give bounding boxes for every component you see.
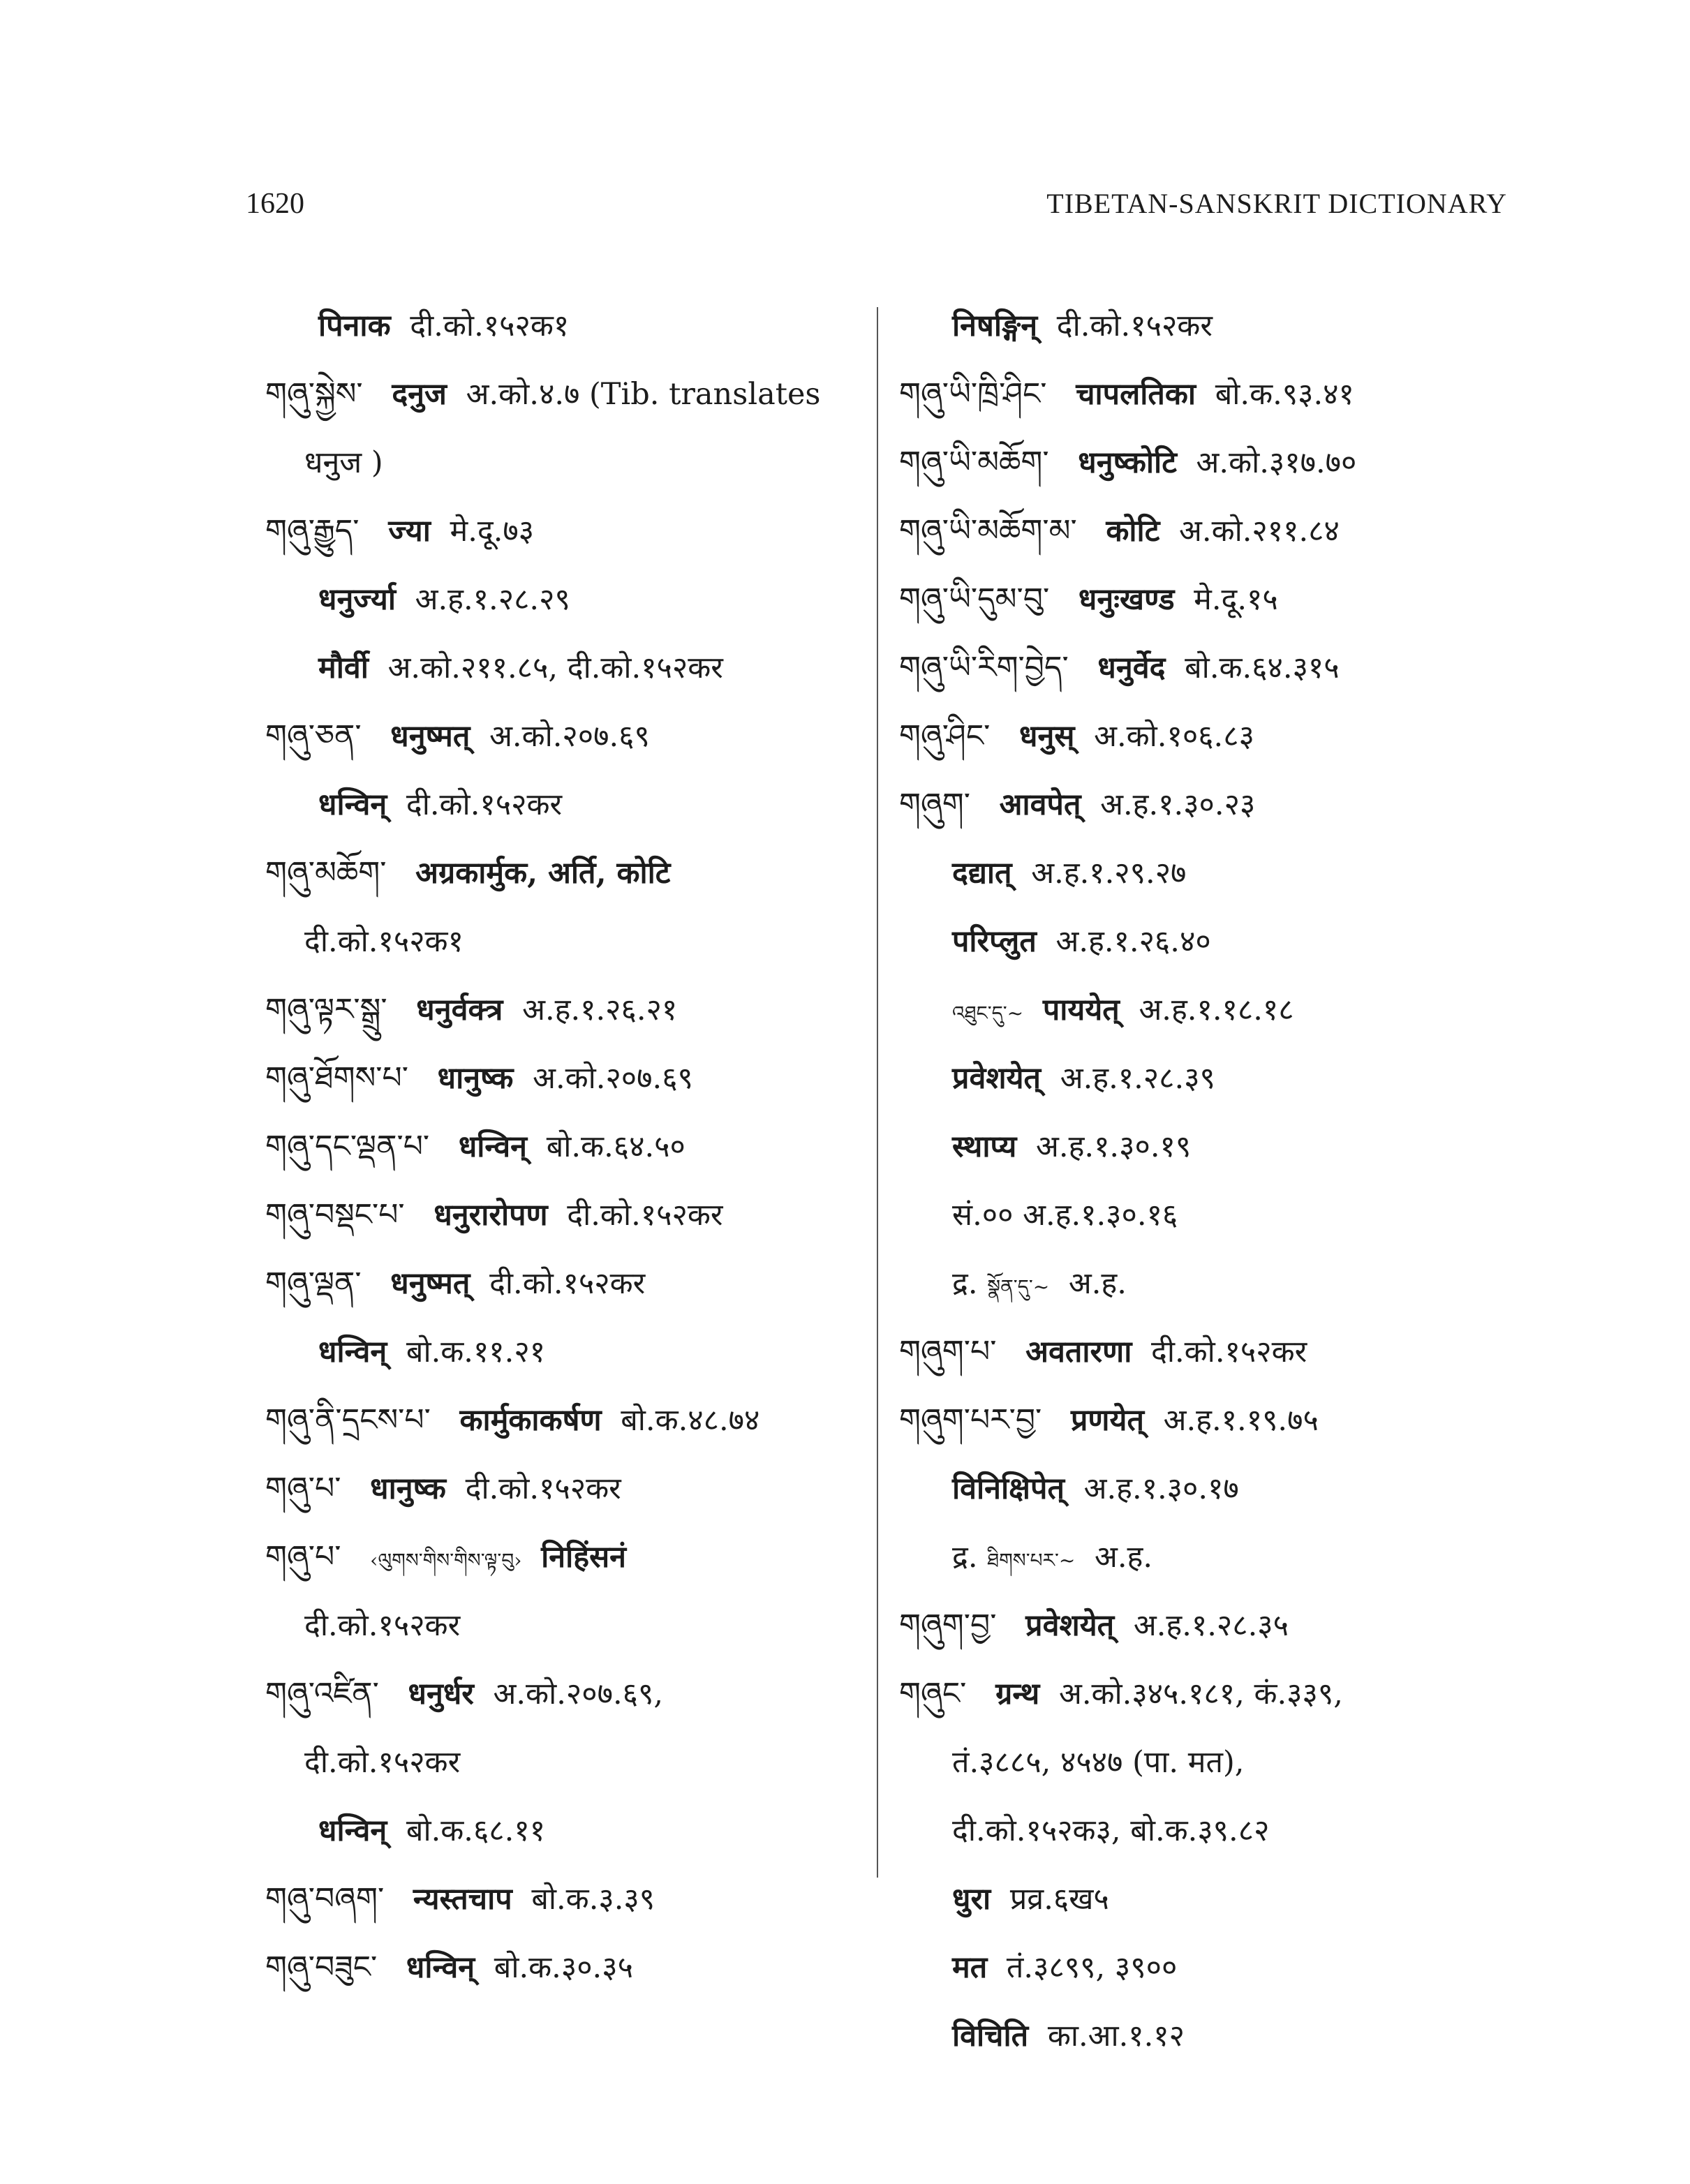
dictionary-entry-line <box>899 839 1513 907</box>
tibetan-headword: གཞུ་པ་ <box>265 1471 341 1506</box>
tibetan-headword: གཞུ་མཆོག་ <box>265 855 387 891</box>
source-reference: दी.को.१५२कर <box>567 1198 723 1233</box>
tibetan-headword: གཞུ་ཡི་མཆོག་མ་ <box>899 513 1077 549</box>
dictionary-entry-line <box>265 1865 866 1933</box>
column-divider <box>877 307 878 1878</box>
source-reference: अ.को.१०६.८३ <box>1094 719 1254 754</box>
source-reference: बो.क.९३.४१ <box>1215 377 1354 412</box>
dictionary-entry-line <box>265 1660 866 1728</box>
sanskrit-equivalent: धनुर्वेद <box>1097 651 1166 685</box>
dictionary-entry-line <box>265 771 866 839</box>
sanskrit-equivalent: धन्विन् <box>318 1335 387 1369</box>
dictionary-entry-line <box>899 702 1513 771</box>
source-reference: अ.ह. <box>1068 1266 1127 1301</box>
source-reference: अ.को.२०७.६९ <box>489 719 650 754</box>
dictionary-entry-line <box>899 1181 1513 1249</box>
sanskrit-equivalent: स्थाप्य <box>952 1129 1017 1164</box>
page-number: 1620 <box>246 188 304 220</box>
sanskrit-equivalent: धनुर्धर <box>408 1677 474 1711</box>
sanskrit-equivalent: विनिक्षिपेत् <box>952 1471 1065 1506</box>
sanskrit-equivalent: चापलतिका <box>1076 377 1196 412</box>
tibetan-gloss: འཐུང་དུ་~ <box>952 1002 1024 1025</box>
sanskrit-equivalent: ज्या <box>388 514 431 549</box>
dictionary-entry-line <box>265 429 866 497</box>
dictionary-entry-line <box>899 1318 1513 1386</box>
sanskrit-equivalent: प्रवेशयेत् <box>952 1061 1042 1096</box>
tibetan-headword: གཞུ་ཡི་རིག་བྱེད་ <box>899 650 1069 685</box>
sanskrit-equivalent: आवपेत् <box>999 787 1081 822</box>
tibetan-headword: གཞུ་ཤིང་ <box>899 718 991 754</box>
sanskrit-equivalent: अवतारणा <box>1025 1335 1132 1369</box>
source-reference: दी.को.१५२क३, बो.क.३९.८२ <box>952 1813 1270 1848</box>
dictionary-entry-line <box>265 839 866 907</box>
right-column <box>899 292 1513 2070</box>
dictionary-entry-line <box>265 702 866 771</box>
source-reference: अ.को.२०७.६९, <box>493 1677 664 1711</box>
dictionary-entry-line <box>899 429 1513 497</box>
sanskrit-equivalent: अग्रकार्मुक, अर्ति, कोटि <box>415 856 671 891</box>
source-reference: मे.दू.१५ <box>1194 582 1278 617</box>
source-reference: प्रव्र.६ख५ <box>1009 1882 1109 1917</box>
dictionary-entry-line <box>899 1386 1513 1455</box>
tibetan-gloss: ‹ལུགས་གིས་གིས་ལྟ་བུ› <box>370 1549 522 1572</box>
sanskrit-equivalent: धनुष्मत् <box>390 1266 470 1301</box>
dictionary-entry-line <box>265 1728 866 1797</box>
dictionary-entry-line <box>265 497 866 565</box>
source-reference: तं.३८९९, ३९०० <box>1006 1950 1178 1985</box>
dictionary-entry-line <box>899 634 1513 702</box>
dictionary-entry-line <box>265 1113 866 1181</box>
dictionary-entry-line <box>899 1523 1513 1591</box>
dictionary-entry-line <box>899 1249 1513 1318</box>
sanskrit-equivalent: मत <box>952 1950 988 1985</box>
source-reference: अ.को.२११.८४ <box>1179 514 1340 549</box>
dictionary-entry-line <box>265 1044 866 1113</box>
source-reference: अ.ह.१.२६.२१ <box>522 993 678 1027</box>
dictionary-entry-line <box>265 1318 866 1386</box>
sanskrit-equivalent: धनुष्मत् <box>390 719 470 754</box>
source-reference: अ.को.३४५.१८१, कं.३३९, <box>1058 1677 1343 1711</box>
source-reference: दी.को.१५२कर <box>304 1608 461 1643</box>
dictionary-entry-line <box>899 907 1513 976</box>
source-reference: दी.को.१५२क१ <box>410 309 570 343</box>
tibetan-headword: གཞུ་ཡི་དུམ་བུ་ <box>899 581 1050 617</box>
sanskrit-equivalent: विचिति <box>952 2019 1029 2053</box>
sanskrit-equivalent: परिप्लुत <box>952 924 1037 959</box>
source-reference: बो.क.६४.३१५ <box>1185 651 1340 685</box>
dictionary-entry-line <box>899 1728 1513 1797</box>
tibetan-headword: གཞུག་པར་བྱ་ <box>899 1402 1042 1438</box>
sanskrit-equivalent: प्रणयेत् <box>1070 1403 1144 1438</box>
dictionary-entry-line <box>265 1933 866 2002</box>
dictionary-entry-line <box>265 360 866 429</box>
sanskrit-equivalent: निषङ्गिन् <box>952 309 1038 343</box>
dictionary-entry-line <box>899 1797 1513 1865</box>
tibetan-headword: གཞུ་སྐྱེས་ <box>265 376 363 412</box>
tibetan-headword: གཞུ་ནི་དྲངས་པ་ <box>265 1402 431 1438</box>
sanskrit-equivalent: धनुस् <box>1019 719 1075 754</box>
dictionary-entry-line <box>265 1386 866 1455</box>
sanskrit-equivalent: कार्मुकाकर्षण <box>459 1403 602 1438</box>
dictionary-entry-line <box>899 1591 1513 1660</box>
dictionary-entry-line <box>265 1181 866 1249</box>
sanskrit-equivalent: धनुष्कोटि <box>1078 445 1177 480</box>
tibetan-headword: གཞུ་ཡི་ཁྲི་ཤིང་ <box>899 376 1047 412</box>
dictionary-entry-line <box>899 360 1513 429</box>
dictionary-entry-line <box>899 1113 1513 1181</box>
tibetan-gloss: ཐིགས་པར་~ <box>987 1549 1076 1572</box>
running-title: TIBETAN-SANSKRIT DICTIONARY <box>1046 188 1507 219</box>
tibetan-headword: གཞུ་ཐོགས་པ་ <box>265 1060 408 1096</box>
sanskrit-equivalent: धनुःखण्ड <box>1078 582 1175 617</box>
dictionary-entry-line <box>265 1591 866 1660</box>
sanskrit-equivalent: दनुज <box>392 377 447 412</box>
source-reference: बो.क.६८.११ <box>406 1813 546 1848</box>
dictionary-entry-line <box>265 1797 866 1865</box>
source-reference: दी.को.१५२कर <box>406 787 563 822</box>
sanskrit-equivalent: धन्विन् <box>406 1950 475 1985</box>
source-reference: अ.को.३१७.७० <box>1196 445 1357 480</box>
source-reference: अ.ह. <box>1095 1540 1153 1575</box>
source-reference: मे.दू.७३ <box>450 514 535 549</box>
sanskrit-equivalent: पिनाक <box>318 309 391 343</box>
tibetan-headword: གཞུག་བྱ་ <box>899 1607 997 1643</box>
tibetan-headword: གཞུག་པ་ <box>899 1334 997 1369</box>
source-reference: बो.क.४८.७४ <box>621 1403 760 1438</box>
source-reference: का.आ.१.१२ <box>1047 2019 1185 2053</box>
dictionary-entry-line <box>899 2002 1513 2070</box>
sanskrit-equivalent: निहिंसनं <box>541 1540 626 1575</box>
source-reference: धनुज ) <box>304 445 383 480</box>
tibetan-headword: གཞུ་པ་ <box>265 1539 341 1575</box>
dictionary-entry-line <box>265 565 866 634</box>
source-reference: दी.को.१५२कर <box>1151 1335 1307 1369</box>
dictionary-entry-line <box>265 634 866 702</box>
source-reference: सं.०० अ.ह.१.३०.१६ <box>952 1198 1178 1233</box>
source-reference: दी.को.१५२क१ <box>304 924 464 959</box>
source-reference: तं.३८८५, ४५४७ (पा. मत), <box>952 1745 1245 1780</box>
source-reference: बो.क.६४.५० <box>546 1129 685 1164</box>
sanskrit-equivalent: धनुरारोपण <box>433 1198 548 1233</box>
tibetan-headword: གཞུ་རྒྱུད་ <box>265 513 360 549</box>
source-reference: अ.ह.१.२६.४० <box>1055 924 1211 959</box>
sanskrit-equivalent: धानुष्क <box>370 1471 446 1506</box>
source-reference: अ.ह.१.१९.७५ <box>1163 1403 1319 1438</box>
sanskrit-equivalent: ग्रन्थ <box>995 1677 1040 1711</box>
sanskrit-equivalent: पाययेत् <box>1042 993 1120 1027</box>
source-reference: बो.क.११.२१ <box>406 1335 546 1369</box>
dictionary-entry-line <box>265 976 866 1044</box>
dictionary-entry-line <box>265 907 866 976</box>
tibetan-headword: གཞུ་དང་ལྡན་པ་ <box>265 1129 430 1164</box>
source-reference: अ.ह.१.३०.१७ <box>1083 1471 1239 1506</box>
source-reference: दी.को.१५२कर <box>304 1745 461 1780</box>
source-reference: अ.को.४.७ (Tib. translates <box>466 377 821 412</box>
sanskrit-equivalent: धुरा <box>952 1882 991 1917</box>
dictionary-entry-line <box>265 1523 866 1591</box>
sanskrit-equivalent: मौर्वी <box>318 651 369 685</box>
sanskrit-equivalent: धानुष्क <box>437 1061 514 1096</box>
sanskrit-equivalent: दद्यात् <box>952 856 1012 891</box>
tibetan-headword: གཞུག་ <box>899 787 970 822</box>
sanskrit-equivalent: धनुर्ज्या <box>318 582 396 617</box>
source-reference: बो.क.३.३९ <box>531 1882 655 1917</box>
sanskrit-equivalent: धन्विन् <box>318 787 387 822</box>
dictionary-entry-line <box>265 1249 866 1318</box>
left-column <box>265 292 866 2002</box>
sanskrit-equivalent: धन्विन् <box>458 1129 528 1164</box>
dictionary-entry-line <box>899 1660 1513 1728</box>
dictionary-entry-line <box>899 1455 1513 1523</box>
sanskrit-equivalent: प्रवेशयेत् <box>1025 1608 1115 1643</box>
tibetan-headword: གཞུ་བཟུང་ <box>265 1949 378 1985</box>
source-reference: अ.ह.१.२८.२९ <box>415 582 570 617</box>
dictionary-entry-line <box>899 565 1513 634</box>
cross-reference-marker: द्र. <box>952 1540 978 1575</box>
sanskrit-equivalent: धनुर्वक्त्र <box>416 993 503 1027</box>
tibetan-gloss: སྣོན་དུ་~ <box>987 1275 1050 1298</box>
source-reference: दी.को.१५२कर <box>465 1471 621 1506</box>
source-reference: बो.क.३०.३५ <box>494 1950 633 1985</box>
source-reference: अ.को.२०७.६९ <box>533 1061 693 1096</box>
dictionary-entry-line <box>265 292 866 360</box>
dictionary-entry-line <box>899 976 1513 1044</box>
source-reference: अ.ह.१.३०.२३ <box>1100 787 1256 822</box>
source-reference: दी.को.१५२कर <box>1056 309 1213 343</box>
tibetan-headword: གཞུ་འཛིན་ <box>265 1676 379 1711</box>
dictionary-entry-line <box>899 1044 1513 1113</box>
tibetan-headword: གཞུ་ལྟར་སྒྲུ་ <box>265 992 387 1027</box>
dictionary-entry-line <box>899 292 1513 360</box>
source-reference: अ.को.२११.८५, दी.को.१५२कर <box>387 651 723 685</box>
dictionary-entry-line <box>899 497 1513 565</box>
tibetan-headword: གཞུ་བསྡང་པ་ <box>265 1197 405 1233</box>
source-reference: अ.ह.१.३०.१९ <box>1036 1129 1192 1164</box>
source-reference: अ.ह.१.१८.१८ <box>1139 993 1294 1027</box>
sanskrit-equivalent: कोटि <box>1106 514 1160 549</box>
cross-reference-marker: द्र. <box>952 1266 978 1301</box>
sanskrit-equivalent: न्यस्तचाप <box>413 1882 512 1917</box>
dictionary-entry-line <box>899 1865 1513 1933</box>
dictionary-entry-line <box>265 1455 866 1523</box>
dictionary-entry-line <box>899 771 1513 839</box>
tibetan-headword: གཞུ་བཞག་ <box>265 1881 385 1917</box>
dictionary-entry-line <box>899 1933 1513 2002</box>
tibetan-headword: གཞུ་ཅན་ <box>265 718 362 754</box>
tibetan-headword: གཞུ་ཡི་མཆོག་ <box>899 445 1049 480</box>
source-reference: अ.ह.१.२८.३५ <box>1133 1608 1289 1643</box>
source-reference: दी.को.१५२कर <box>489 1266 646 1301</box>
source-reference: अ.ह.१.२८.३९ <box>1060 1061 1215 1096</box>
sanskrit-equivalent: धन्विन् <box>318 1813 387 1848</box>
tibetan-headword: གཞུ་ལྡན་ <box>265 1265 362 1301</box>
tibetan-headword: གཞུང་ <box>899 1676 967 1711</box>
source-reference: अ.ह.१.२९.२७ <box>1031 856 1187 891</box>
